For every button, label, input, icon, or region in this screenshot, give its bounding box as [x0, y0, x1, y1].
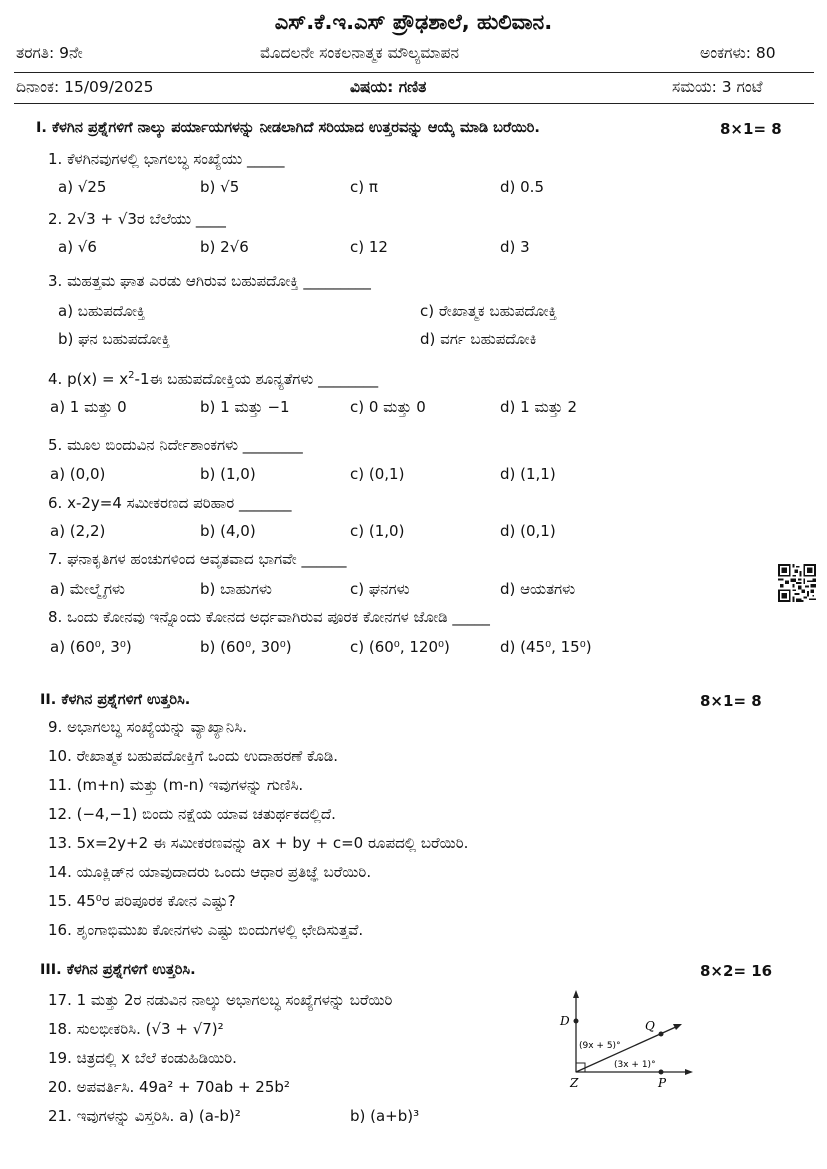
section-2-title: II. ಕೆಳಗಿನ ಪ್ರಶ್ನೆಗಳಿಗೆ ಉತ್ತರಿಸಿ.	[40, 692, 191, 708]
subject-label: ವಿಷಯ: ಗಣಿತ	[350, 78, 427, 96]
question-18: 18. ಸುಲಭೀಕರಿಸಿ. (√3 + √7)²	[48, 1020, 224, 1038]
time-label: ಸಮಯ: 3 ಗಂಟೆ	[672, 78, 763, 96]
point-q	[659, 1032, 664, 1037]
arrow-up-icon	[573, 990, 579, 998]
q7-option-d: d) ಆಯತಗಳು	[500, 580, 576, 598]
question-21-part-b: b) (a+b)³	[350, 1107, 420, 1125]
label-d: D	[560, 1014, 570, 1028]
angle-figure	[548, 988, 708, 1093]
date-label: ದಿನಾಂಕ: 15/09/2025	[16, 78, 154, 96]
q1-option-c: c) π	[350, 178, 378, 196]
question-17: 17. 1 ಮತ್ತು 2ರ ನಡುವಿನ ನಾಲ್ಕು ಅಭಾಗಲಬ್ಧ ಸಂಖ್ಯೆಗಳನ್ನು ಬರೆಯಿರಿ	[48, 991, 393, 1009]
section-3-marks: 8×2= 16	[700, 962, 773, 980]
question-6: 6. x-2y=4 ಸಮೀಕರಣದ ಪರಿಹಾರ _______	[48, 494, 292, 512]
question-7: 7. ಘನಾಕೃತಿಗಳ ಹಂಚುಗಳಿಂದ ಆವೃತವಾದ ಭಾಗವೇ ______	[48, 550, 347, 568]
angle-label-9x-5: (9x + 5)°	[579, 1041, 621, 1051]
total-marks: ಅಂಕಗಳು: 80	[700, 44, 776, 62]
q3-option-a: a) ಬಹುಪದೋಕ್ತಿ	[58, 302, 146, 320]
q6-option-b: b) (4,0)	[200, 522, 256, 540]
section-1-title: I. ಕೆಳಗಿನ ಪ್ರಶ್ನೆಗಳಿಗೆ ನಾಲ್ಕು ಪರ್ಯಾಯಗಳನ್ನು ನೀಡಲಾಗಿದೆ ಸರಿಯಾದ ಉತ್ತರವನ್ನು ಆಯ್ಕೆ ಮಾಡಿ ಬರೆಯಿರಿ.	[36, 120, 540, 136]
angle-label-3x-1: (3x + 1)°	[614, 1060, 656, 1070]
q4-option-a: a) 1 ಮತ್ತು 0	[50, 398, 127, 416]
section-3-title: III. ಕೆಳಗಿನ ಪ್ರಶ್ನೆಗಳಿಗೆ ಉತ್ತರಿಸಿ.	[40, 962, 196, 978]
arrow-right-icon	[685, 1069, 693, 1075]
label-p: P	[658, 1076, 667, 1090]
q2-option-d: d) 3	[500, 238, 530, 256]
q7-option-b: b) ಬಾಹುಗಳು	[200, 580, 272, 598]
q5-option-c: c) (0,1)	[350, 465, 405, 483]
q2-option-b: b) 2√6	[200, 238, 249, 256]
q6-option-d: d) (0,1)	[500, 522, 556, 540]
point-d	[574, 1019, 579, 1024]
question-11: 11. (m+n) ಮತ್ತು (m-n) ಇವುಗಳನ್ನು ಗುಣಿಸಿ.	[48, 776, 304, 794]
point-p	[659, 1070, 664, 1075]
q4-option-d: d) 1 ಮತ್ತು 2	[500, 398, 578, 416]
q2-option-c: c) 12	[350, 238, 388, 256]
question-10: 10. ರೇಖಾತ್ಮಕ ಬಹುಪದೋಕ್ತಿಗೆ ಒಂದು ಉದಾಹರಣೆ ಕೊಡಿ.	[48, 747, 339, 765]
question-21: 21. ಇವುಗಳನ್ನು ವಿಸ್ತರಿಸಿ. a) (a-b)²	[48, 1107, 241, 1125]
header-divider-top	[14, 72, 814, 73]
q1-option-a: a) √25	[58, 178, 107, 196]
question-4: 4. $p(x) = x^2-1ಈ$ ಬಹುಪದೋಕ್ತಿಯ ಶೂನ್ಯತೆಗಳು ________	[48, 370, 379, 388]
q5-option-a: a) (0,0)	[50, 465, 106, 483]
q8-option-a: a) (60⁰, 3⁰)	[50, 638, 132, 656]
q5-option-b: b) (1,0)	[200, 465, 256, 483]
q6-option-a: a) (2,2)	[50, 522, 106, 540]
class-label: ತರಗತಿ: 9ನೇ	[16, 44, 83, 62]
question-8: 8. ಒಂದು ಕೋನವು ಇನ್ನೊಂದು ಕೋನದ ಅರ್ಧವಾಗಿರುವ ಪೂರಕ ಕೋನಗಳ ಜೋಡಿ _____	[48, 608, 490, 626]
q8-option-d: d) (45⁰, 15⁰)	[500, 638, 592, 656]
q7-option-a: a) ಮೇಲ್ಮೈಗಳು	[50, 580, 125, 598]
question-12: 12. (−4,−1) ಬಿಂದು ನಕ್ಷೆಯ ಯಾವ ಚತುರ್ಥಕದಲ್ಲಿದೆ.	[48, 805, 336, 823]
question-15: 15. 45⁰ರ ಪರಿಪೂರಕ ಕೋನ ಎಷ್ಟು?	[48, 892, 236, 910]
q1-option-b: b) √5	[200, 178, 240, 196]
q3-option-b: b) ಘನ ಬಹುಪದೋಕ್ತಿ	[58, 330, 170, 348]
section-2-marks: 8×1= 8	[700, 692, 762, 710]
q6-option-c: c) (1,0)	[350, 522, 405, 540]
q3-option-d: d) ವರ್ಗ ಬಹುಪದೋಕಿ	[420, 330, 537, 348]
q8-option-c: c) (60⁰, 120⁰)	[350, 638, 450, 656]
qr-code-icon	[778, 564, 816, 602]
question-14: 14. ಯೂಕ್ಲಿಡ್‌ನ ಯಾವುದಾದರು ಒಂದು ಆಧಾರ ಪ್ರತಿಜ್ಞೆ ಬರೆಯಿರಿ.	[48, 863, 372, 881]
q4-option-b: b) 1 ಮತ್ತು −1	[200, 398, 290, 416]
header-divider-bottom	[14, 103, 814, 104]
question-16: 16. ಶೃಂಗಾಭಿಮುಖ ಕೋನಗಳು ಎಷ್ಟು ಬಿಂದುಗಳಲ್ಲಿ ಛೇದಿಸುತ್ತವೆ.	[48, 921, 364, 939]
q5-option-d: d) (1,1)	[500, 465, 556, 483]
question-9: 9. ಅಭಾಗಲಬ್ಧ ಸಂಖ್ಯೆಯನ್ನು ವ್ಯಾಖ್ಯಾನಿಸಿ.	[48, 718, 247, 736]
section-1-marks: 8×1= 8	[720, 120, 782, 138]
exam-name: ಮೊದಲನೇ ಸಂಕಲನಾತ್ಮಕ ಮೌಲ್ಯಮಾಪನ	[260, 44, 460, 62]
question-2: 2. 2√3 + √3ರ ಬೆಲೆಯು ____	[48, 210, 226, 228]
q7-option-c: c) ಘನಗಳು	[350, 580, 410, 598]
q2-option-a: a) √6	[58, 238, 97, 256]
question-13: 13. 5x=2y+2 ಈ ಸಮೀಕರಣವನ್ನು ax + by + c=0 ರೂಪದಲ್ಲಿ ಬರೆಯಿರಿ.	[48, 834, 469, 852]
label-q: Q	[645, 1019, 655, 1033]
question-19: 19. ಚಿತ್ರದಲ್ಲಿ x ಬೆಲೆ ಕಂಡುಹಿಡಿಯಿರಿ.	[48, 1049, 237, 1067]
school-name: ಎಸ್.ಕೆ.ಇ.ಎಸ್ ಪ್ರೌಢಶಾಲೆ, ಹುಲಿವಾನ.	[274, 10, 553, 34]
question-3: 3. ಮಹತ್ತಮ ಘಾತ ಎರಡು ಆಗಿರುವ ಬಹುಪದೋಕ್ತಿ _________	[48, 272, 371, 290]
q8-option-b: b) (60⁰, 30⁰)	[200, 638, 292, 656]
q3-option-c: c) ರೇಖಾತ್ಮಕ ಬಹುಪದೋಕ್ತಿ	[420, 302, 557, 320]
question-20: 20. ಅಪವರ್ತಿಸಿ. 49a² + 70ab + 25b²	[48, 1078, 290, 1096]
q4-option-c: c) 0 ಮತ್ತು 0	[350, 398, 426, 416]
label-z: Z	[570, 1076, 579, 1090]
q1-option-d: d) 0.5	[500, 178, 544, 196]
question-1: 1. ಕೆಳಗಿನವುಗಳಲ್ಲಿ ಭಾಗಲಬ್ಧ ಸಂಖ್ಯೆಯು _____	[48, 150, 285, 168]
question-5: 5. ಮೂಲ ಬಿಂದುವಿನ ನಿರ್ದೇಶಾಂಕಗಳು ________	[48, 436, 303, 454]
